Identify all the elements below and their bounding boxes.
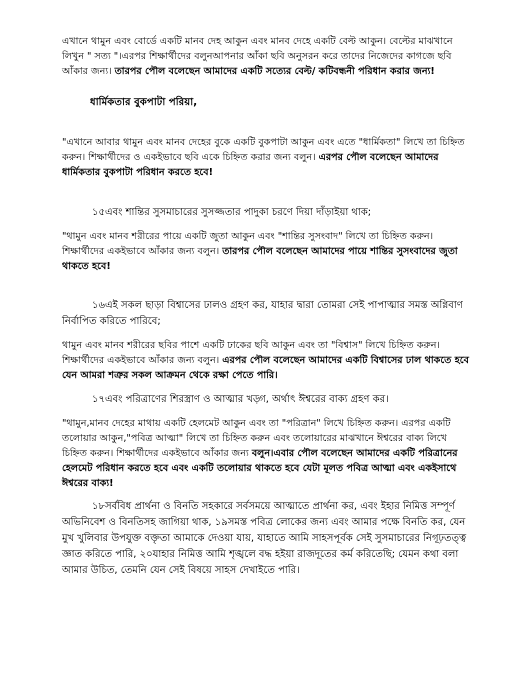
instruction-shoes (62, 229, 474, 274)
instruction-belt-emphasis: তারপর পৌল বলেছেন আমাদের একটি সত্যের বেল্ট/ কটিবন্ধনী পরিধান করার জন্য! (114, 66, 435, 77)
instruction-helmet-sword-text: "থামুন,মানব দেহের মাথায় একটি হেলমেট আকুন এবং তা "পরিত্রান" লিখে চিহ্নিত করুন। এরপর একটি তলোয়ার আকুন,"পবিত্র আত্মা" লিখে তা চিহ্নিত করুন এবং তলোয়ারের মাঝখানে ঈশ্বরের বাক্য লিখে চিহ্নিত করুন। শিক্ষার্থীদের একইভাবে আঁকার জন্য (62, 418, 451, 459)
instruction-shoes-emphasis: তারপর পৌল বলেছেন আমাদের পায়ে শান্তির সুসংবাদের জুতা থাকতে হবে! (62, 246, 458, 272)
instruction-breastplate (62, 135, 474, 180)
instruction-helmet-sword (62, 416, 474, 491)
verse-18-20: ১৮সর্ববিধ প্রার্থনা ও বিনতি সহকারে সর্বসময়ে আত্মাতে প্রার্থনা কর, এবং ইহার নিমিত্ত সম্পূর্ণ অভিনিবেশ ও বিনতিসহ জাগিয়া থাক, ১৯সমস্ত পবিত্র লোকের জন্য এবং আমার পক্ষে বিনতি কর, যেন মুখ খুলিবার উপযুক্ত বক্তৃতা আমাকে দেওয়া যায়, যাহাতে আমি সাহসপূর্বক সেই সুসমাচারের নিগূঢ়তত্ত্ব জ্ঞাত করিতে পারি, ২০যাহার নিমিত্ত আমি শৃঙ্খলে বদ্ধ হইয়া রাজদূতের কর্ম করিতেছি; যেমন কথা বলা আমার উচিত, তেমনি যেন সেই বিষয়ে সাহস দেখাইতে পারি। (62, 501, 467, 576)
instruction-breastplate-text: "এখানে আবার থামুন এবং মানব দেহের বুকে একটি বুকপাটা আকুন এবং এতে "ধার্মিকতা" লিখে তা চিহ্নিত করুন। শিক্ষার্থীদের ও একইভাবে ছবি একে চিহ্নিত করার জন্য বলুন। (62, 137, 465, 163)
instruction-belt-text: এখানে থামুন এবং বোর্ডে একটি মানব দেহ আকুন এবং মানব দেহে একটি বেল্ট আকুন। বেল্টের মাঝখানে লিখুন " সত্য "।এরপর শিক্ষার্থীদের বলুনআপনার আঁকা ছবি অনুসরন করে তাদের নিজেদের কাগজে ছবি আঁকার জন্য। (62, 36, 453, 77)
instruction-breastplate-emphasis: এরপর পৌল বলেছেন আমাদের ধার্মিকতার বুকপাটা পরিধান করতে হবে! (62, 152, 439, 178)
heading-breastplate: ধার্মিকতার বুকপাটা পরিয়া, (90, 97, 198, 108)
instruction-belt (62, 34, 474, 79)
verse-15: ১৫এবং শান্তির সুসমাচারের সুসজ্জতার পাদুকা চরণে দিয়া দাঁড়াইয়া থাক; (92, 207, 372, 218)
instruction-shield-emphasis: এরপর পৌল বলেছেন আমাদের একটি বিশ্বাসের ঢাল থাকতে হবে যেন আমরা শত্রুর সকল আক্রমন থেকে রক্ষা পেতে পারি। (62, 355, 469, 381)
instruction-shield (62, 338, 474, 383)
verse-17: ১৭এবং পরিত্রাণের শিরস্ত্রাণ ও আত্মার খড়্গ, অর্থাৎ ঈশ্বরের বাক্য গ্রহণ কর। (92, 394, 389, 405)
instruction-shoes-text: "থামুন এবং মানব শরীরের পায়ে একটি জুতা আকুন এবং "শান্তির সুসংবাদ" লিখে তা চিহ্নিত করুন। শিক্ষার্থীদের একইভাবে আঁকার জন্য বলুন। (62, 231, 434, 257)
verse-16: ১৬এই সকল ছাড়া বিশ্বাসের ঢালও গ্রহণ কর, যাহার দ্বারা তোমরা সেই পাপাত্মার সমস্ত অগ্নিবাণ নির্বাপিত করিতে পারিবে; (62, 300, 463, 327)
instruction-helmet-sword-emphasis: বলুন।এবার পৌল বলেছেন আমাদের একটি পরিত্রানের হেলমেট পরিধান করতে হবে এবং একটি তলোয়ার থাকতে হবে যেটা মূলত পবিত্র আত্মা এবং একইসাথে ঈশ্বরের বাক্য! (62, 448, 458, 489)
instruction-shield-text: থামুন এবং মানব শরীরের ছবির পাশে একটি ঢাকের ছবি আকুন এবং তা "বিশ্বাস" লিখে চিহ্নিত করুন। শিক্ষার্থীদের একইভাবে আঁকার জন্য বলুন। (62, 340, 440, 366)
